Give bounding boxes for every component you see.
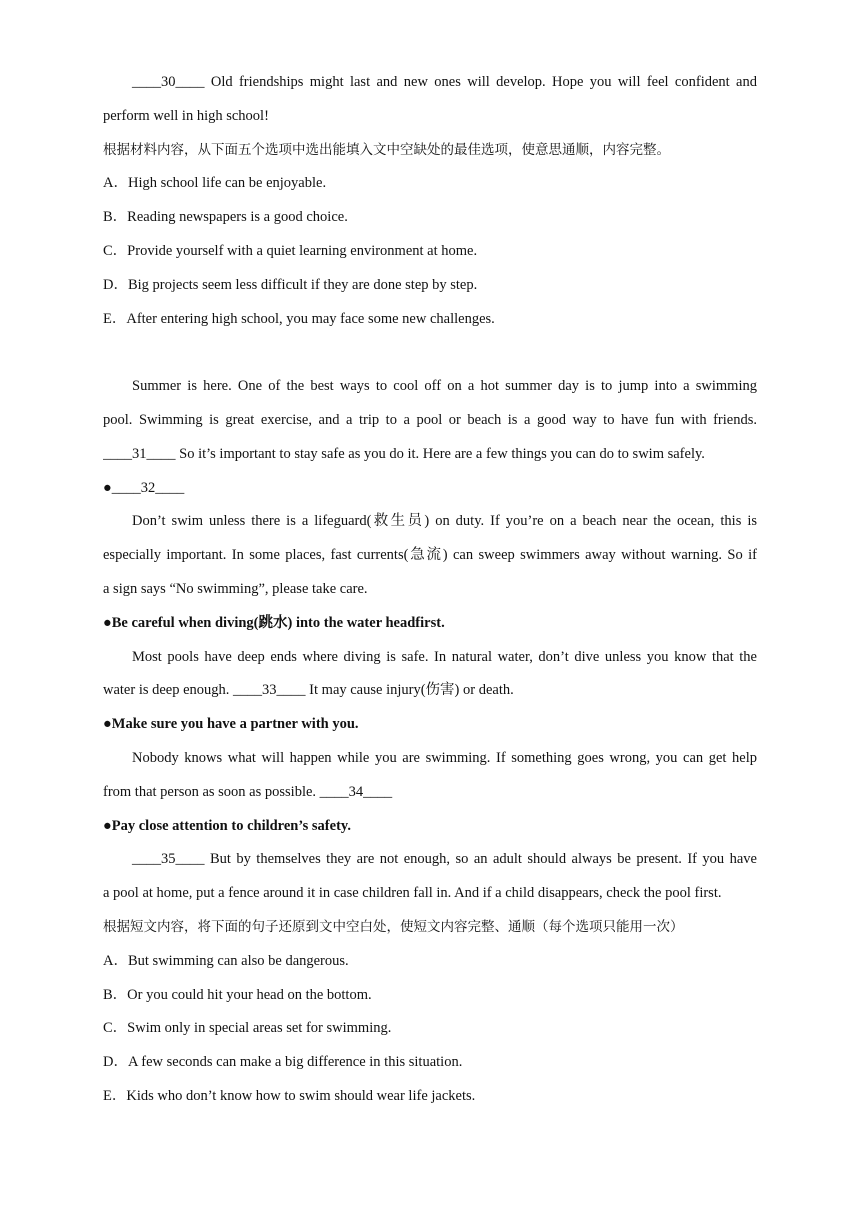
- option-c: C．Swim only in special areas set for swimming.: [103, 1020, 392, 1037]
- section-heading: ●Be careful when diving(跳水) into the water headfirst.: [103, 614, 445, 631]
- option-e: E．After entering high school, you may face some new challenges.: [103, 310, 495, 327]
- option-b: B．Or you could hit your head on the bottom.: [103, 986, 372, 1003]
- paragraph-line: pool. Swimming is great exercise, and a trip to a pool or beach is a good way to have fun with friends.: [103, 411, 757, 428]
- section-heading: ●Pay close attention to children’s safety.: [103, 817, 351, 834]
- option-a: A．High school life can be enjoyable.: [103, 175, 327, 192]
- option-e: E．Kids who don’t know how to swim should wear life jackets.: [103, 1087, 476, 1104]
- paragraph-line: Summer is here. One of the best ways to cool off on a hot summer day is to jump into a swimming: [132, 378, 757, 395]
- paragraph-line: a sign says “No swimming”, please take care.: [103, 580, 368, 597]
- paragraph-line: a pool at home, put a fence around it in case children fall in. And if a child disappears, check the pool first.: [103, 885, 722, 902]
- paragraph-line: perform well in high school!: [103, 107, 269, 124]
- section-heading: ●Make sure you have a partner with you.: [103, 716, 359, 733]
- paragraph-line: ____30____ Old friendships might last and new ones will develop. Hope you will feel confident and: [132, 74, 757, 90]
- instruction-text: 根据材料内容，从下面五个选项中选出能填入文中空缺处的最佳选项，使意思通顺，内容完整。: [103, 141, 670, 158]
- option-d: D．Big projects seem less difficult if they are done step by step.: [103, 276, 478, 293]
- paragraph-line: ____35____ But by themselves they are not enough, so an adult should always be present. If you have: [132, 851, 757, 868]
- paragraph-line: water is deep enough. ____33____ It may cause injury(伤害) or death.: [103, 682, 514, 699]
- option-a: A．But swimming can also be dangerous.: [103, 952, 349, 969]
- paragraph-line: ____31____ So it’s important to stay safe as you do it. Here are a few things you can do to swim safely.: [103, 445, 705, 462]
- section-spacer: [103, 336, 757, 370]
- paragraph-line: Don’t swim unless there is a lifeguard(救生员) on duty. If you’re on a beach near the ocean, this is: [132, 513, 757, 530]
- paragraph-line: from that person as soon as possible. ____34____: [103, 783, 393, 800]
- paragraph-line: Nobody knows what will happen while you are swimming. If something goes wrong, you can get help: [132, 749, 757, 766]
- option-c: C．Provide yourself with a quiet learning environment at home.: [103, 242, 478, 259]
- option-d: D．A few seconds can make a big difference in this situation.: [103, 1054, 463, 1071]
- paragraph-line: Most pools have deep ends where diving is safe. In natural water, don’t dive unless you know that the: [132, 648, 757, 665]
- document-page: [103, 66, 757, 1114]
- section-heading: ●____32____: [103, 479, 185, 496]
- option-b: B．Reading newspapers is a good choice.: [103, 209, 348, 226]
- paragraph-line: especially important. In some places, fast currents(急流) can sweep swimmers away without warning. So if: [103, 547, 757, 564]
- instruction-text: 根据短文内容，将下面的句子还原到文中空白处，使短文内容完整、通顺（每个选项只能用一次）: [103, 918, 684, 935]
